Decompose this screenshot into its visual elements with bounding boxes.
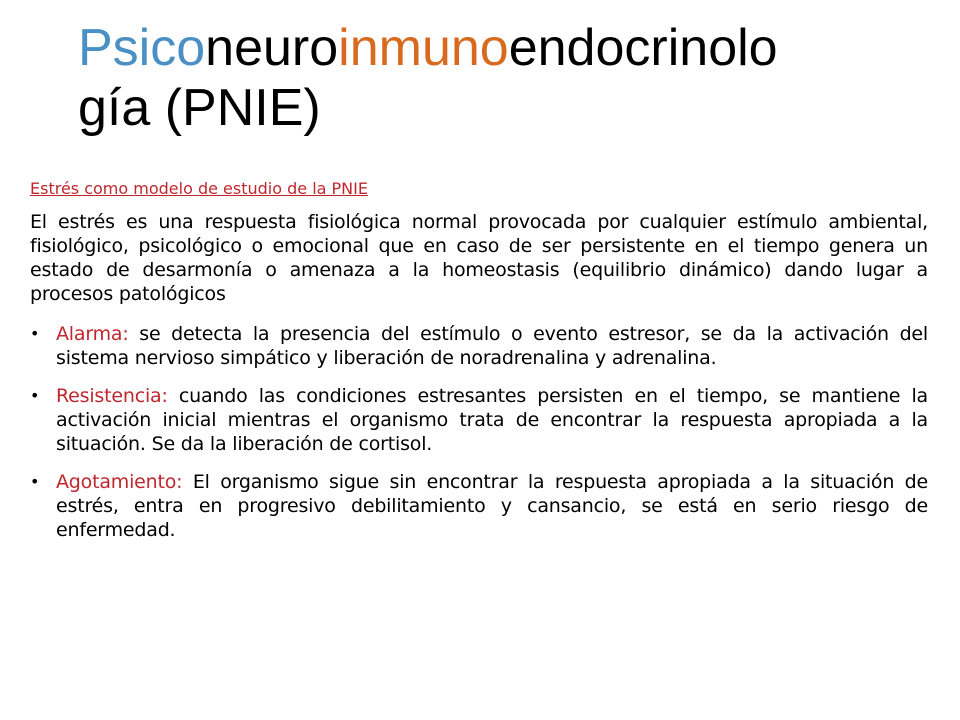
slide-title xyxy=(78,18,878,138)
desc-agotamiento: El organismo sigue sin encontrar la respuesta apropiada a la situación de estrés, entra en progresivo debilitamiento y cansancio, se está en serio riesgo de enfermedad. xyxy=(56,471,928,541)
bullet-icon: • xyxy=(30,324,40,343)
slide-content xyxy=(30,178,928,556)
term-resistencia: Resistencia: xyxy=(56,385,168,407)
list-item-alarma xyxy=(30,322,928,370)
desc-alarma: se detecta la presencia del estímulo o evento estresor, se da la activación del sistema nervioso simpático y liberación de noradrenalina y adrenalina. xyxy=(56,323,928,369)
section-subtitle: Estrés como modelo de estudio de la PNIE xyxy=(30,179,368,198)
title-part-endocrinolo: endocrinolo xyxy=(508,19,778,77)
desc-resistencia: cuando las condiciones estresantes persisten en el tiempo, se mantiene la activación inicial mientras el organismo trata de encontrar la respuesta apropiada a la situación. Se da la liberación de cortisol. xyxy=(56,385,928,455)
stage-list xyxy=(30,322,928,542)
term-agotamiento: Agotamiento: xyxy=(56,471,183,493)
title-part-psico: Psico xyxy=(78,19,206,77)
list-item-resistencia xyxy=(30,384,928,456)
term-alarma: Alarma: xyxy=(56,323,129,345)
title-part-gia-pnie: gía (PNIE) xyxy=(78,79,321,137)
title-part-neuro: neuro xyxy=(205,19,339,77)
list-item-agotamiento xyxy=(30,470,928,542)
bullet-icon: • xyxy=(30,472,40,491)
title-part-inmuno: inmuno xyxy=(338,19,509,77)
bullet-icon: • xyxy=(30,386,40,405)
intro-paragraph: El estrés es una respuesta fisiológica normal provocada por cualquier estímulo ambiental, fisiológico, psicológico o emocional que en caso de ser persistente en el tiempo genera un estado de desarmonía o amenaza a la homeostasis (equilibrio dinámico) dando lugar a procesos patológicos xyxy=(30,211,928,305)
